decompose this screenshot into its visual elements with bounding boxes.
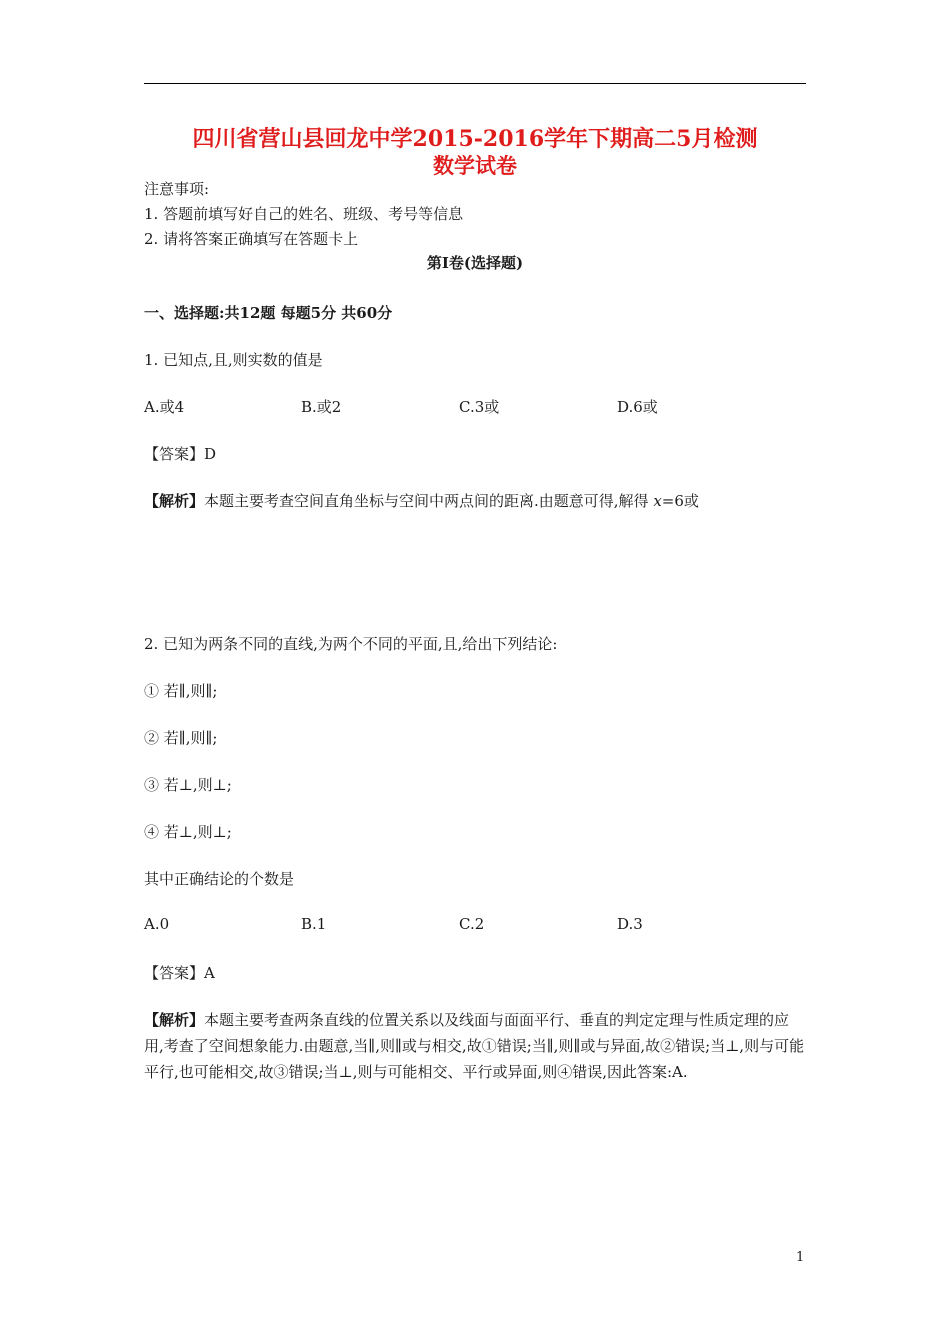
exam-title: 四川省营山县回龙中学2015-2016学年下期高二5月检测 (192, 126, 758, 152)
volume-title: 第I卷(选择题) (426, 254, 524, 272)
question-1-answer: 【答案】D (144, 445, 217, 463)
analysis-text: 本题主要考查空间直角坐标与空间中两点间的距离.由题意可得,解得 (204, 492, 654, 510)
question-1-option-a: A.或4 (144, 398, 185, 416)
question-2-option-a: A.0 (144, 915, 170, 933)
question-2-answer: 【答案】A (144, 964, 215, 982)
exam-subtitle: 数学试卷 (433, 153, 517, 178)
notice-item-1: 1. 答题前填写好自己的姓名、班级、考号等信息 (144, 205, 464, 223)
question-1-analysis (144, 490, 699, 511)
section-title: 一、选择题:共12题 每题5分 共60分 (144, 304, 393, 322)
question-1-option-d: D.6或 (617, 398, 658, 416)
notice-item-2: 2. 请将答案正确填写在答题卡上 (144, 230, 359, 248)
header-rule (144, 83, 806, 84)
question-1-option-c: C.3或 (459, 398, 500, 416)
analysis-text: 本题主要考查两条直线的位置关系以及线面与面面平行、垂直的判定定理与性质定理的应用,考查了空间想象能力.由题意,当∥,则∥或与相交,故①错误;当∥,则∥或与异面,故②错误;当⊥,则与可能平行,也可能相交,故③错误;当⊥,则与可能相交、平行或异面,则④错误,因此答案:A. (144, 1011, 805, 1081)
question-1-stem: 1. 已知点,且,则实数的值是 (144, 351, 323, 369)
question-2-item-2: ② 若∥,则∥; (144, 729, 218, 747)
question-2-analysis (144, 1007, 808, 1085)
question-2-stem: 2. 已知为两条不同的直线,为两个不同的平面,且,给出下列结论: (144, 635, 558, 653)
question-2-item-4: ④ 若⊥,则⊥; (144, 823, 232, 841)
analysis-label: 【解析】 (144, 492, 205, 510)
question-2-item-3: ③ 若⊥,则⊥; (144, 776, 232, 794)
question-2-option-b: B.1 (301, 915, 327, 933)
question-1-option-b: B.或2 (301, 398, 342, 416)
notice-heading: 注意事项: (144, 180, 210, 198)
question-2-option-d: D.3 (617, 915, 643, 933)
analysis-label: 【解析】 (144, 1011, 205, 1029)
question-2-item-1: ① 若∥,则∥; (144, 682, 218, 700)
analysis-tail: =6或 (661, 492, 699, 510)
analysis-variable: x (653, 492, 662, 510)
page-number: 1 (796, 1250, 805, 1265)
question-2-question: 其中正确结论的个数是 (144, 870, 295, 888)
question-2-option-c: C.2 (459, 915, 485, 933)
